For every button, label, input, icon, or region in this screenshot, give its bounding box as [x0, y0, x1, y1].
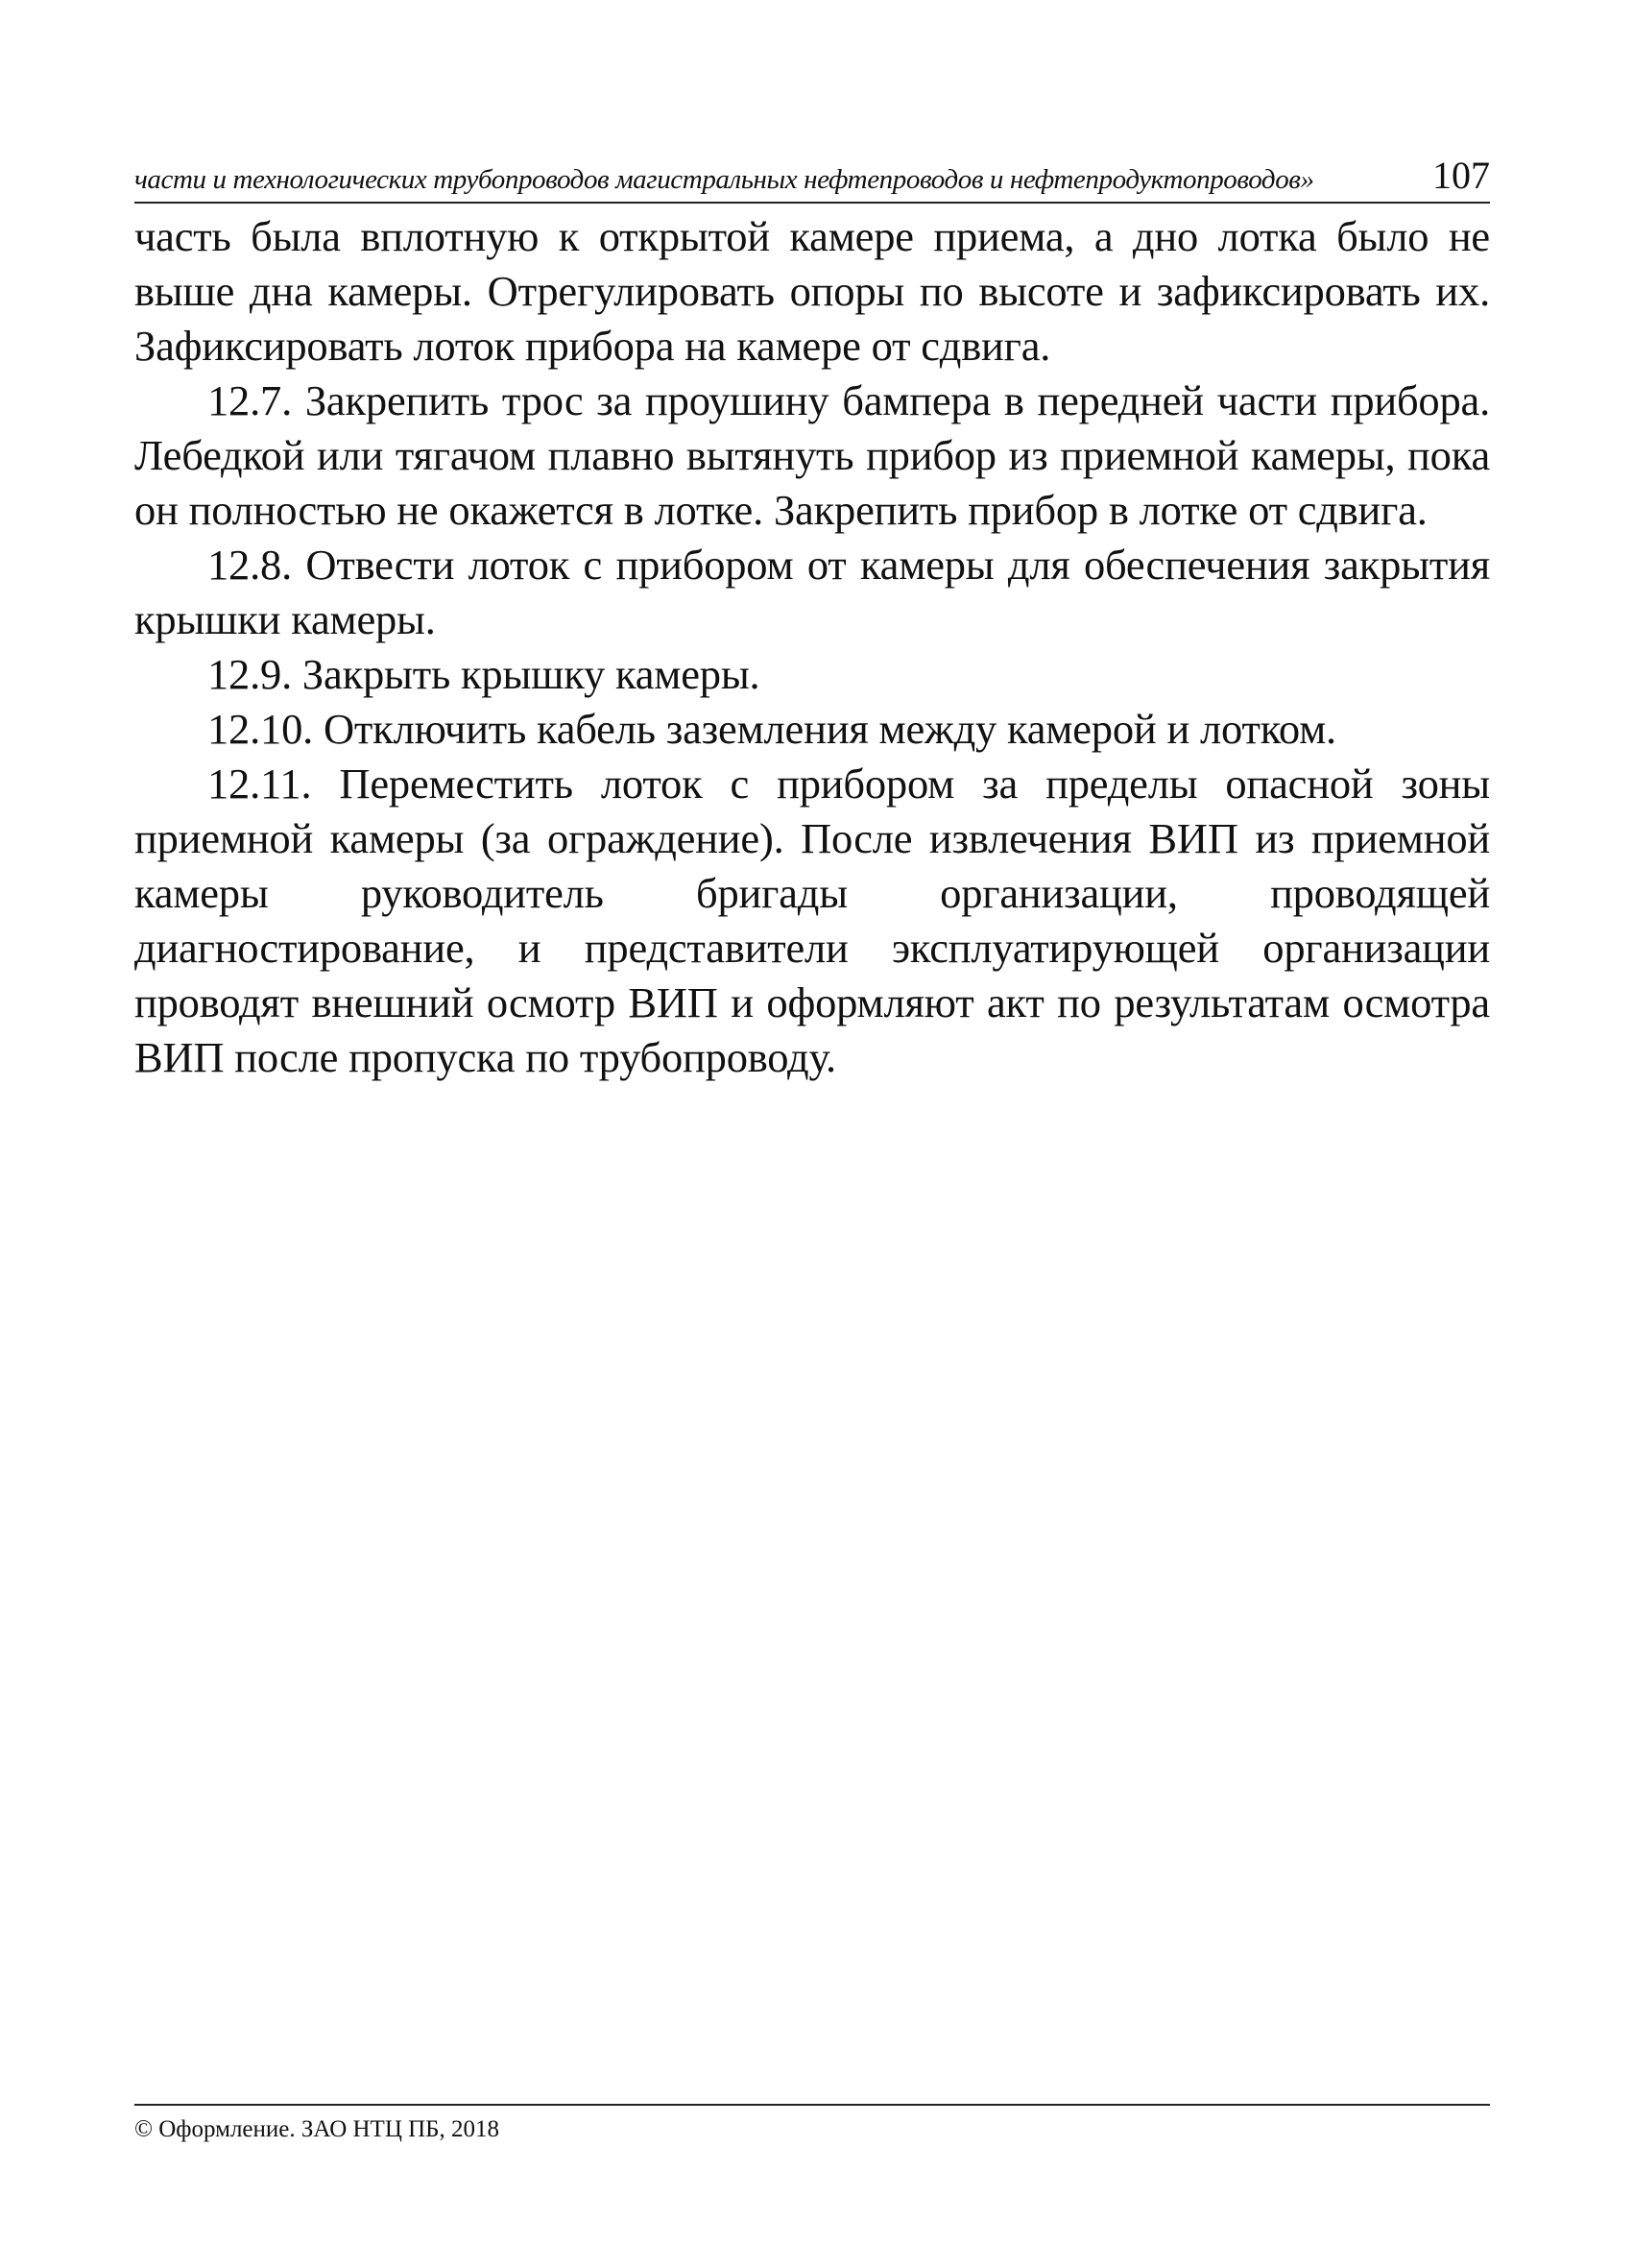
- page-body: [134, 209, 1490, 1085]
- footer-divider: [134, 2104, 1490, 2106]
- footer-copyright: © Оформление. ЗАО НТЦ ПБ, 2018: [134, 2116, 500, 2142]
- running-header-title: части и технологических трубопроводов магистральных нефтепроводов и нефтепродуктопроводов»: [134, 164, 1314, 195]
- paragraph-12-11: 12.11. Переместить лоток с прибором за пределы опасной зоны приемной камеры (за ограждение). После извлечения ВИП из приемной камеры руководитель бригады организации, проводящей диагностирование, и представители эксплуатирующей организации проводят внешний осмотр ВИП и оформляют акт по результатам осмотра ВИП после пропуска по трубопроводу.: [134, 760, 1490, 1081]
- paragraph-12-7: 12.7. Закрепить трос за проушину бампера в передней части прибора. Лебедкой или тягачом плавно вытянуть прибор из приемной камеры, пока он полностью не окажется в лотке. Закрепить прибор в лотке от сдвига.: [134, 376, 1490, 534]
- page-number: 107: [1432, 154, 1490, 197]
- page-header: [134, 144, 1490, 204]
- paragraph-continued: часть была вплотную к открытой камере приема, а дно лотка было не выше дна камеры. Отрегулировать опоры по высоте и зафиксировать их. Зафиксировать лоток прибора на камере от сдвига.: [134, 212, 1490, 370]
- paragraph-12-8: 12.8. Отвести лоток с прибором от камеры для обеспечения закрытия крышки камеры.: [134, 541, 1490, 643]
- paragraph-12-10: 12.10. Отключить кабель заземления между камерой и лотком.: [207, 705, 1336, 753]
- paragraph-12-9: 12.9. Закрыть крышку камеры.: [207, 650, 760, 698]
